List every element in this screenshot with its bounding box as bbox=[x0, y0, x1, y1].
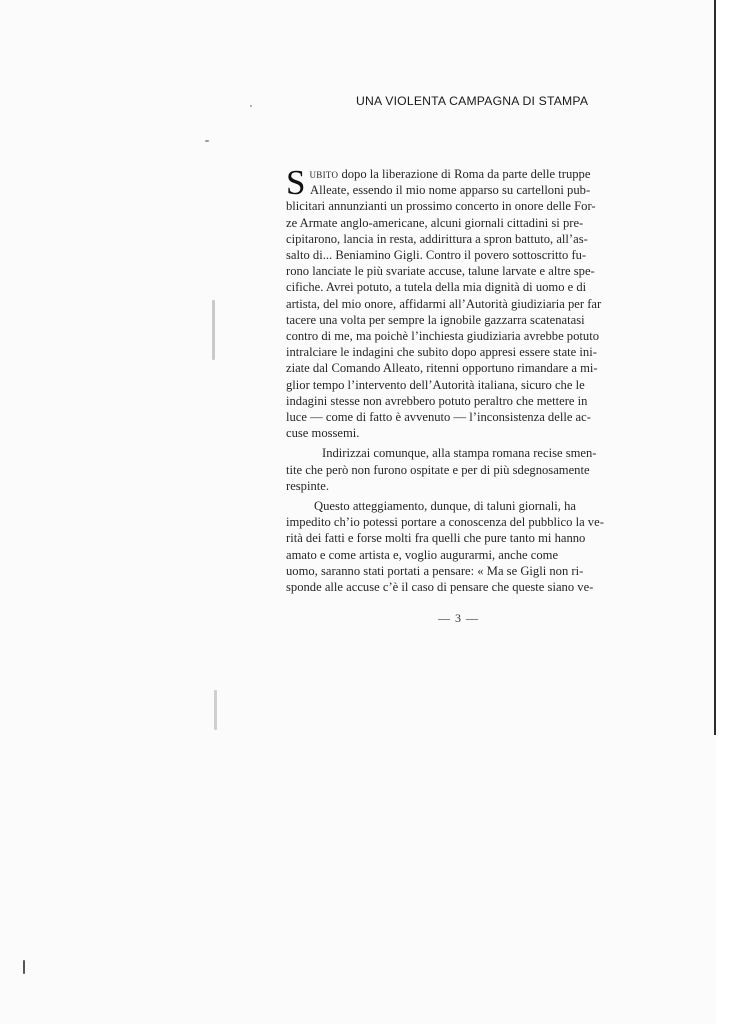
text-line: ziate dal Comando Alleato, ritenni opportuno rimandare a mi- bbox=[286, 361, 598, 376]
text-line: Alleate, essendo il mio nome apparso su cartelloni pub- bbox=[310, 183, 591, 198]
running-head: UNA VIOLENTA CAMPAGNA DI STAMPA bbox=[356, 94, 589, 108]
first-word-smallcaps: ubito bbox=[309, 167, 339, 181]
text-line: salto di... Beniamino Gigli. Contro il povero sottoscritto fu- bbox=[286, 248, 587, 263]
text-line: uomo, saranno stati portati a pensare: « Ma se Gigli non ri- bbox=[286, 563, 584, 578]
text-line: cipitarono, lancia in resta, addirittura a spron battuto, all’as- bbox=[286, 231, 588, 246]
text-line: ze Armate anglo-americane, alcuni giornali cittadini si pre- bbox=[286, 215, 584, 230]
text-line: tacere una volta per sempre la ignobile gazzarra scatenatasi bbox=[286, 312, 585, 327]
text-line: cuse mossemi. bbox=[286, 426, 360, 441]
page-edge-rule bbox=[714, 0, 716, 735]
text-line bbox=[286, 166, 680, 182]
text-line: rità dei fatti e forse molti fra quelli che pure tanto mi hanno bbox=[286, 531, 586, 546]
text-line-rest: dopo la liberazione di Roma da parte delle truppe bbox=[338, 167, 591, 181]
page-number: — 3 — bbox=[438, 611, 479, 625]
text-line: rono lanciate le più svariate accuse, talune larvate e altre spe- bbox=[286, 264, 595, 279]
text-line: contro di me, ma poichè l’inchiesta giudiziaria avrebbe potuto bbox=[286, 329, 599, 344]
scan-speck bbox=[23, 960, 25, 974]
text-line: artista, del mio onore, affidarmi all’Autorità giudiziaria per far bbox=[286, 296, 602, 311]
text-line: Indirizzai comunque, alla stampa romana recise smen- bbox=[322, 446, 597, 461]
text-line: intralciare le indagini che subito dopo appresi essere state ini- bbox=[286, 345, 597, 360]
text-line: amato e come artista e, voglio augurarmi, anche come bbox=[286, 547, 559, 562]
scan-speck bbox=[212, 300, 215, 360]
text-line: blicitari annunzianti un prossimo concerto in onore delle For- bbox=[286, 199, 596, 214]
text-line: glior tempo l’intervento dell’Autorità italiana, sicuro che le bbox=[286, 377, 585, 392]
text-line: Questo atteggiamento, dunque, di taluni giornali, ha bbox=[314, 499, 576, 514]
text-line: luce — come di fatto è avvenuto — l’inconsistenza delle ac- bbox=[286, 410, 591, 425]
text-line: indagini stesse non avrebbero potuto peraltro che mettere in bbox=[286, 393, 588, 408]
body-text bbox=[286, 163, 680, 595]
drop-cap: S bbox=[286, 163, 306, 202]
text-line: sponde alle accuse c’è il caso di pensare che queste siano ve- bbox=[286, 580, 594, 595]
text-line: impedito ch’io potessi portare a conoscenza del pubblico la ve- bbox=[286, 515, 604, 530]
text-line: tite che però non furono ospitate e per di più sdegnosamente bbox=[286, 462, 590, 477]
scan-speck bbox=[205, 140, 209, 142]
text-line: cifiche. Avrei potuto, a tutela della mia dignità di uomo e di bbox=[286, 280, 587, 295]
scan-speck bbox=[214, 690, 217, 730]
text-line: respinte. bbox=[286, 478, 330, 493]
scan-speck bbox=[250, 105, 252, 107]
